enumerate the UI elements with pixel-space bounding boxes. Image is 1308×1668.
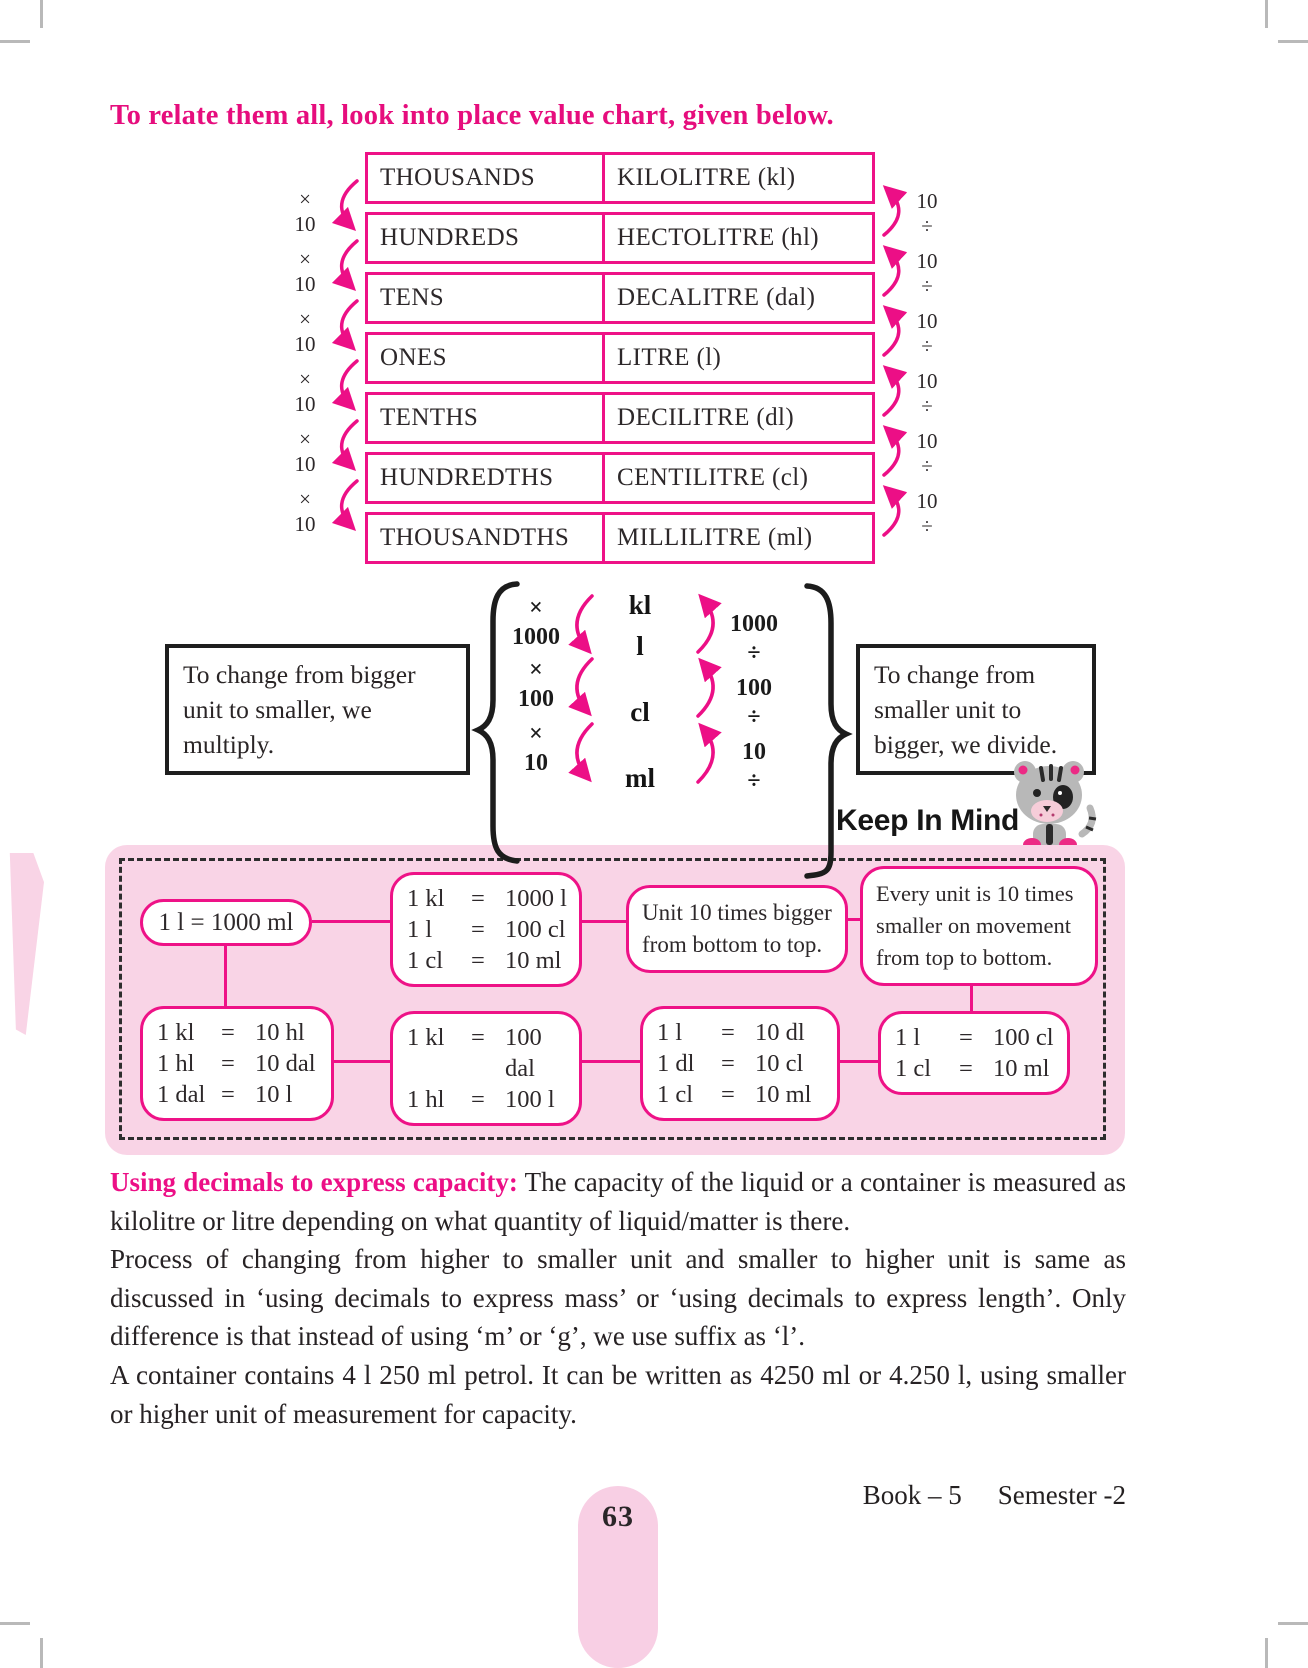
equation-left: 1 cl: [895, 1055, 932, 1082]
curved-arrow: [884, 309, 899, 355]
equation-left: 1 hl: [407, 1086, 445, 1113]
equals-sign: =: [721, 1050, 735, 1077]
multiply-by-ten-label: [281, 487, 329, 537]
equals-sign: =: [959, 1055, 973, 1082]
curved-arrow: [884, 249, 899, 295]
unit-name-cell: KILOLITRE (kl): [617, 164, 796, 191]
place-name-cell: THOUSANDS: [368, 155, 605, 201]
place-value-row: [365, 152, 875, 204]
unit-symbol: kl: [628, 590, 652, 620]
divide-by-ten-label: [903, 429, 951, 479]
text-line: bigger, we divide.: [874, 730, 1058, 759]
fact-l-cl-ml: [878, 1011, 1070, 1095]
divide-sign: ÷: [921, 214, 933, 238]
equation-row: [407, 883, 573, 914]
fact-bigger-note: [626, 885, 848, 973]
book-label: Book – 5: [862, 1480, 962, 1510]
equation-left: 1 kl: [157, 1019, 195, 1046]
multiply-by-ten-label: [281, 427, 329, 477]
multiply-note-box: [165, 644, 470, 775]
page-number-tab: [578, 1486, 658, 1668]
curved-arrow: [884, 429, 899, 475]
curved-arrow: [342, 241, 357, 287]
place-name-cell: HUNDREDTHS: [368, 455, 605, 501]
equation-right: 10 cl: [755, 1050, 804, 1077]
equation-right: 10 ml: [505, 947, 562, 974]
curved-arrow: [577, 596, 592, 650]
tiger-cub-icon: [1002, 752, 1102, 854]
unit-name-cell: LITRE (l): [617, 344, 722, 371]
equals-sign: =: [221, 1019, 235, 1046]
curved-arrow: [342, 181, 357, 227]
equals-sign: =: [959, 1024, 973, 1051]
equation-row: [157, 1017, 325, 1048]
connector-line: [312, 920, 390, 923]
curved-arrow: [342, 421, 357, 467]
multiply-step-label: [508, 656, 564, 714]
equation-left: 1 cl: [407, 947, 444, 974]
multiply-value: 10: [294, 332, 316, 356]
curved-arrow: [342, 361, 357, 407]
equation-right: 10 dl: [755, 1019, 805, 1046]
place-value-row: [365, 512, 875, 564]
equation-right: 10 hl: [255, 1019, 305, 1046]
equation-row: [657, 1079, 831, 1110]
divide-value: 10: [742, 739, 766, 765]
equation-row: [407, 945, 573, 976]
divide-sign: ÷: [747, 704, 761, 730]
curved-arrow: [698, 727, 713, 782]
text-line: To change from bigger: [183, 660, 416, 689]
divide-value: 10: [916, 249, 938, 273]
place-value-row: [365, 392, 875, 444]
paragraph-example: A container contains 4 l 250 ml petrol. It can be written as 4250 ml or 4.250 l, using smaller or higher unit of measurement for capacity.: [110, 1360, 1126, 1429]
curved-arrow: [342, 481, 357, 527]
crop-mark: [1265, 0, 1268, 28]
equation-row: [157, 1048, 325, 1079]
unit-symbol: ml: [625, 763, 655, 793]
place-value-row: [365, 212, 875, 264]
place-value-row: [365, 452, 875, 504]
curved-arrow: [884, 489, 899, 535]
equation-row: [657, 1017, 831, 1048]
equals-sign: =: [471, 916, 485, 943]
equation-left: 1 l: [895, 1024, 921, 1051]
divide-sign: ÷: [921, 394, 933, 418]
text-line: from top to bottom.: [876, 945, 1053, 970]
multiply-value: 10: [294, 212, 316, 236]
text-line: multiply.: [183, 730, 275, 759]
multiply-by-ten-label: [281, 367, 329, 417]
equation-right: 10 ml: [993, 1055, 1050, 1082]
place-name-cell: ONES: [368, 335, 605, 381]
paragraph-process: Process of changing from higher to smaller unit and smaller to higher unit is same as discussed in ‘using decimals to express mass’ or ‘using decimals to express length’. Only difference is that instead of using ‘m’ or ‘g’, we use suffix as ‘l’.: [110, 1244, 1126, 1351]
unit-name-cell: DECALITRE (dal): [617, 284, 816, 311]
equation-right: 10 ml: [755, 1081, 812, 1108]
curved-arrow: [884, 369, 899, 415]
curved-arrow: [884, 189, 899, 235]
unit-symbol: l: [636, 631, 644, 661]
unit-name-cell: HECTOLITRE (hl): [617, 224, 820, 251]
text-line: Unit 10 times bigger: [642, 900, 832, 925]
unit-name-cell: MILLILITRE (ml): [617, 524, 813, 551]
fact-litre-ml: 1 l = 1000 ml: [140, 899, 312, 946]
fact-kl-dal: [390, 1011, 582, 1126]
connector-line: [582, 920, 626, 923]
multiply-sign: ×: [299, 187, 311, 211]
divide-by-ten-label: [903, 309, 951, 359]
curved-arrow: [577, 659, 592, 712]
curved-arrow: [342, 301, 357, 347]
pink-wedge-decoration: [6, 853, 44, 1035]
divide-value: 10: [916, 429, 938, 453]
multiply-by-ten-label: [281, 247, 329, 297]
text-line: smaller on movement: [876, 913, 1071, 938]
multiply-step-label: [508, 720, 564, 778]
section-lead: Using decimals to express capacity:: [110, 1167, 518, 1197]
equation-right: 100 cl: [505, 916, 566, 943]
multiply-sign: ×: [529, 721, 543, 747]
text-line: To change from: [874, 660, 1036, 689]
divide-value: 10: [916, 309, 938, 333]
equation-left: 1 kl: [407, 1024, 445, 1051]
divide-by-ten-label: [903, 249, 951, 299]
divide-step-label: [726, 610, 782, 668]
divide-sign: ÷: [921, 514, 933, 538]
equation-left: 1 kl: [407, 885, 445, 912]
semester-label: Semester -2: [997, 1480, 1126, 1510]
equation-left: 1 l: [657, 1019, 683, 1046]
connector-line: [840, 1060, 878, 1063]
section-lead-rest: The capacity of the liquid or a container is measured as kilolitre or litre depending on what quantity of liquid/matter is there.: [110, 1167, 1127, 1236]
fact-smaller-note: [860, 866, 1098, 986]
place-value-row: [365, 332, 875, 384]
crop-mark: [40, 1638, 43, 1668]
divide-value: 10: [916, 489, 938, 513]
equation-right: 10 l: [255, 1081, 293, 1108]
place-name-cell: HUNDREDS: [368, 215, 605, 261]
equation-row: [407, 914, 573, 945]
place-name-cell: TENS: [368, 275, 605, 321]
crop-mark: [1278, 40, 1308, 43]
crop-mark: [0, 40, 30, 43]
divide-value: 100: [736, 675, 772, 701]
multiply-value: 1000: [512, 624, 560, 650]
equation-right: 100 dal: [505, 1024, 542, 1082]
text-line: unit to smaller, we: [183, 695, 372, 724]
divide-sign: ÷: [921, 454, 933, 478]
multiply-sign: ×: [529, 657, 543, 683]
equals-sign: =: [721, 1081, 735, 1108]
place-name-cell: THOUSANDTHS: [368, 515, 605, 561]
footer-book-info: [863, 1480, 1126, 1511]
divide-sign: ÷: [921, 334, 933, 358]
multiply-sign: ×: [299, 367, 311, 391]
equation-row: [895, 1022, 1061, 1053]
multiply-sign: ×: [299, 307, 311, 331]
multiply-value: 10: [524, 750, 548, 776]
multiply-by-ten-label: [281, 307, 329, 357]
equation-left: 1 dl: [657, 1050, 695, 1077]
text-line: Every unit is 10 times: [876, 881, 1074, 906]
equation-row: [657, 1048, 831, 1079]
multiply-value: 100: [518, 686, 554, 712]
equals-sign: =: [221, 1081, 235, 1108]
curved-arrow: [698, 662, 713, 716]
place-value-row: [365, 272, 875, 324]
crop-mark: [40, 0, 43, 28]
unit-symbol: cl: [630, 697, 650, 727]
divide-value: 10: [916, 189, 938, 213]
multiply-value: 10: [294, 392, 316, 416]
unit-name-cell: CENTILITRE (cl): [617, 464, 809, 491]
equals-sign: =: [471, 1086, 485, 1113]
equals-sign: =: [471, 947, 485, 974]
equation-right: 10 dal: [255, 1050, 316, 1077]
crop-mark: [0, 1622, 30, 1625]
fact-kl-l-cl: [390, 872, 582, 987]
equation-right: 100 cl: [993, 1024, 1054, 1051]
equation-row: [407, 1084, 573, 1115]
equation-row: [157, 1079, 325, 1110]
divide-by-ten-label: [903, 189, 951, 239]
fact-l-dl-cl: [640, 1006, 840, 1121]
fact-kl-hl-dal: [140, 1006, 334, 1121]
text-line: from bottom to top.: [642, 932, 823, 957]
place-value-table: [365, 152, 875, 572]
divide-value: 10: [916, 369, 938, 393]
equation-left: 1 hl: [157, 1050, 195, 1077]
connector-line: [334, 1060, 390, 1063]
multiply-sign: ×: [299, 487, 311, 511]
equation-row: [895, 1053, 1061, 1084]
equals-sign: =: [471, 885, 485, 912]
multiply-value: 10: [294, 272, 316, 296]
multiply-by-ten-label: [281, 187, 329, 237]
divide-step-label: [726, 674, 782, 732]
divide-sign: ÷: [747, 640, 761, 666]
connector-line: [224, 946, 227, 1008]
divide-sign: ÷: [921, 274, 933, 298]
multiply-step-label: [508, 594, 564, 652]
multiply-value: 10: [294, 512, 316, 536]
divide-step-label: [726, 738, 782, 796]
connector-line: [582, 1060, 640, 1063]
equation-row: [407, 1022, 573, 1084]
keep-in-mind-heading: Keep In Mind: [836, 804, 1020, 837]
equation-left: 1 cl: [657, 1081, 694, 1108]
divide-by-ten-label: [903, 489, 951, 539]
page-title: To relate them all, look into place value chart, given below.: [110, 100, 834, 131]
curved-arrow: [577, 724, 592, 778]
divide-sign: ÷: [747, 768, 761, 794]
divide-by-ten-label: [903, 369, 951, 419]
multiply-sign: ×: [299, 427, 311, 451]
equation-right: 1000 l: [505, 885, 567, 912]
equals-sign: =: [471, 1024, 485, 1051]
page-number: 63: [602, 1500, 634, 1533]
equals-sign: =: [721, 1019, 735, 1046]
equals-sign: =: [221, 1050, 235, 1077]
multiply-sign: ×: [299, 247, 311, 271]
text-line: smaller unit to: [874, 695, 1022, 724]
place-name-cell: TENTHS: [368, 395, 605, 441]
crop-mark: [1278, 1622, 1308, 1625]
multiply-sign: ×: [529, 595, 543, 621]
paragraph-capacity: [110, 1163, 1126, 1240]
equation-left: 1 dal: [157, 1081, 206, 1108]
equation-right: 100 l: [505, 1086, 555, 1113]
equation-left: 1 l: [407, 916, 433, 943]
divide-value: 1000: [730, 611, 778, 637]
crop-mark: [1265, 1638, 1268, 1668]
multiply-value: 10: [294, 452, 316, 476]
unit-name-cell: DECILITRE (dl): [617, 404, 795, 431]
curved-arrow: [698, 598, 713, 652]
